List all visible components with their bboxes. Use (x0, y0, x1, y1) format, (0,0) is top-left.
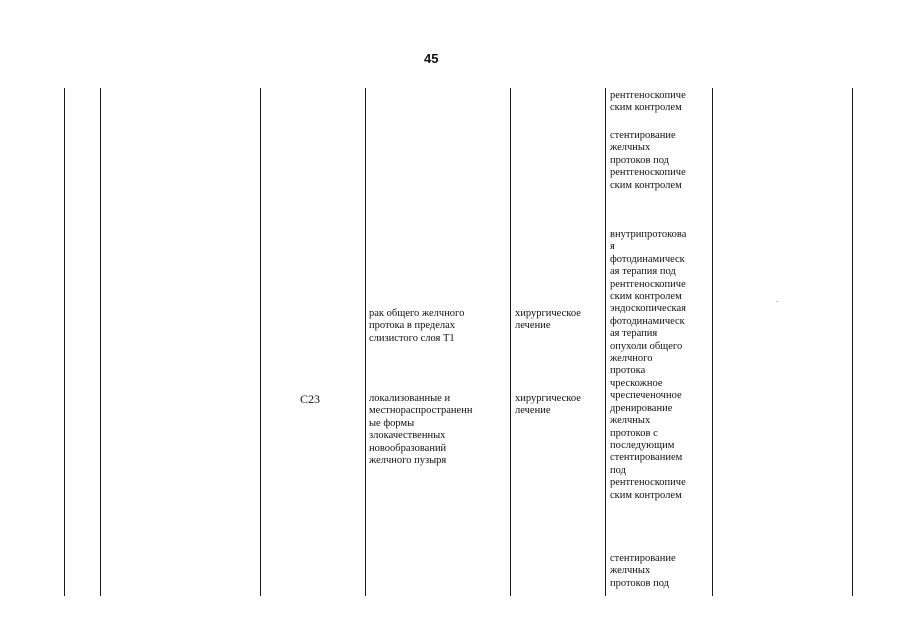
treatment-type-cell: хирургическое лечение (515, 393, 581, 417)
page-number: 45 (424, 51, 439, 66)
column-border (510, 88, 511, 596)
column-border (712, 88, 713, 596)
column-border (605, 88, 606, 596)
treatment-type-cell: хирургическое лечение (515, 308, 581, 332)
scan-speck (776, 301, 778, 302)
condition-cell: рак общего желчного протока в пределах слизистого слоя Т1 (369, 308, 465, 344)
method-cell: стентирование желчных протоков под (610, 553, 676, 589)
method-cell: стентирование желчных протоков под рентгеноскопиче ским контролем (610, 130, 686, 191)
column-border (100, 88, 101, 596)
column-border (64, 88, 65, 596)
diagnosis-code: C23 (300, 392, 321, 406)
condition-cell: локализованные и местнораспространенн ые формы злокачественных новообразований желчного пузыря (369, 393, 473, 467)
column-border (260, 88, 261, 596)
method-cell: внутрипротокова я фотодинамическ ая терапия под рентгеноскопиче ским контролем эндоскопическая фотодинамическ ая терапия опухоли общего желчного протока чрескожное чреспеченочное дренирование желчных протоков с последующим стентированием под рентгеноскопиче ским контролем (610, 229, 687, 501)
method-cell: рентгеноскопиче ским контролем (610, 90, 686, 114)
column-border (852, 88, 853, 596)
column-border (365, 88, 366, 596)
